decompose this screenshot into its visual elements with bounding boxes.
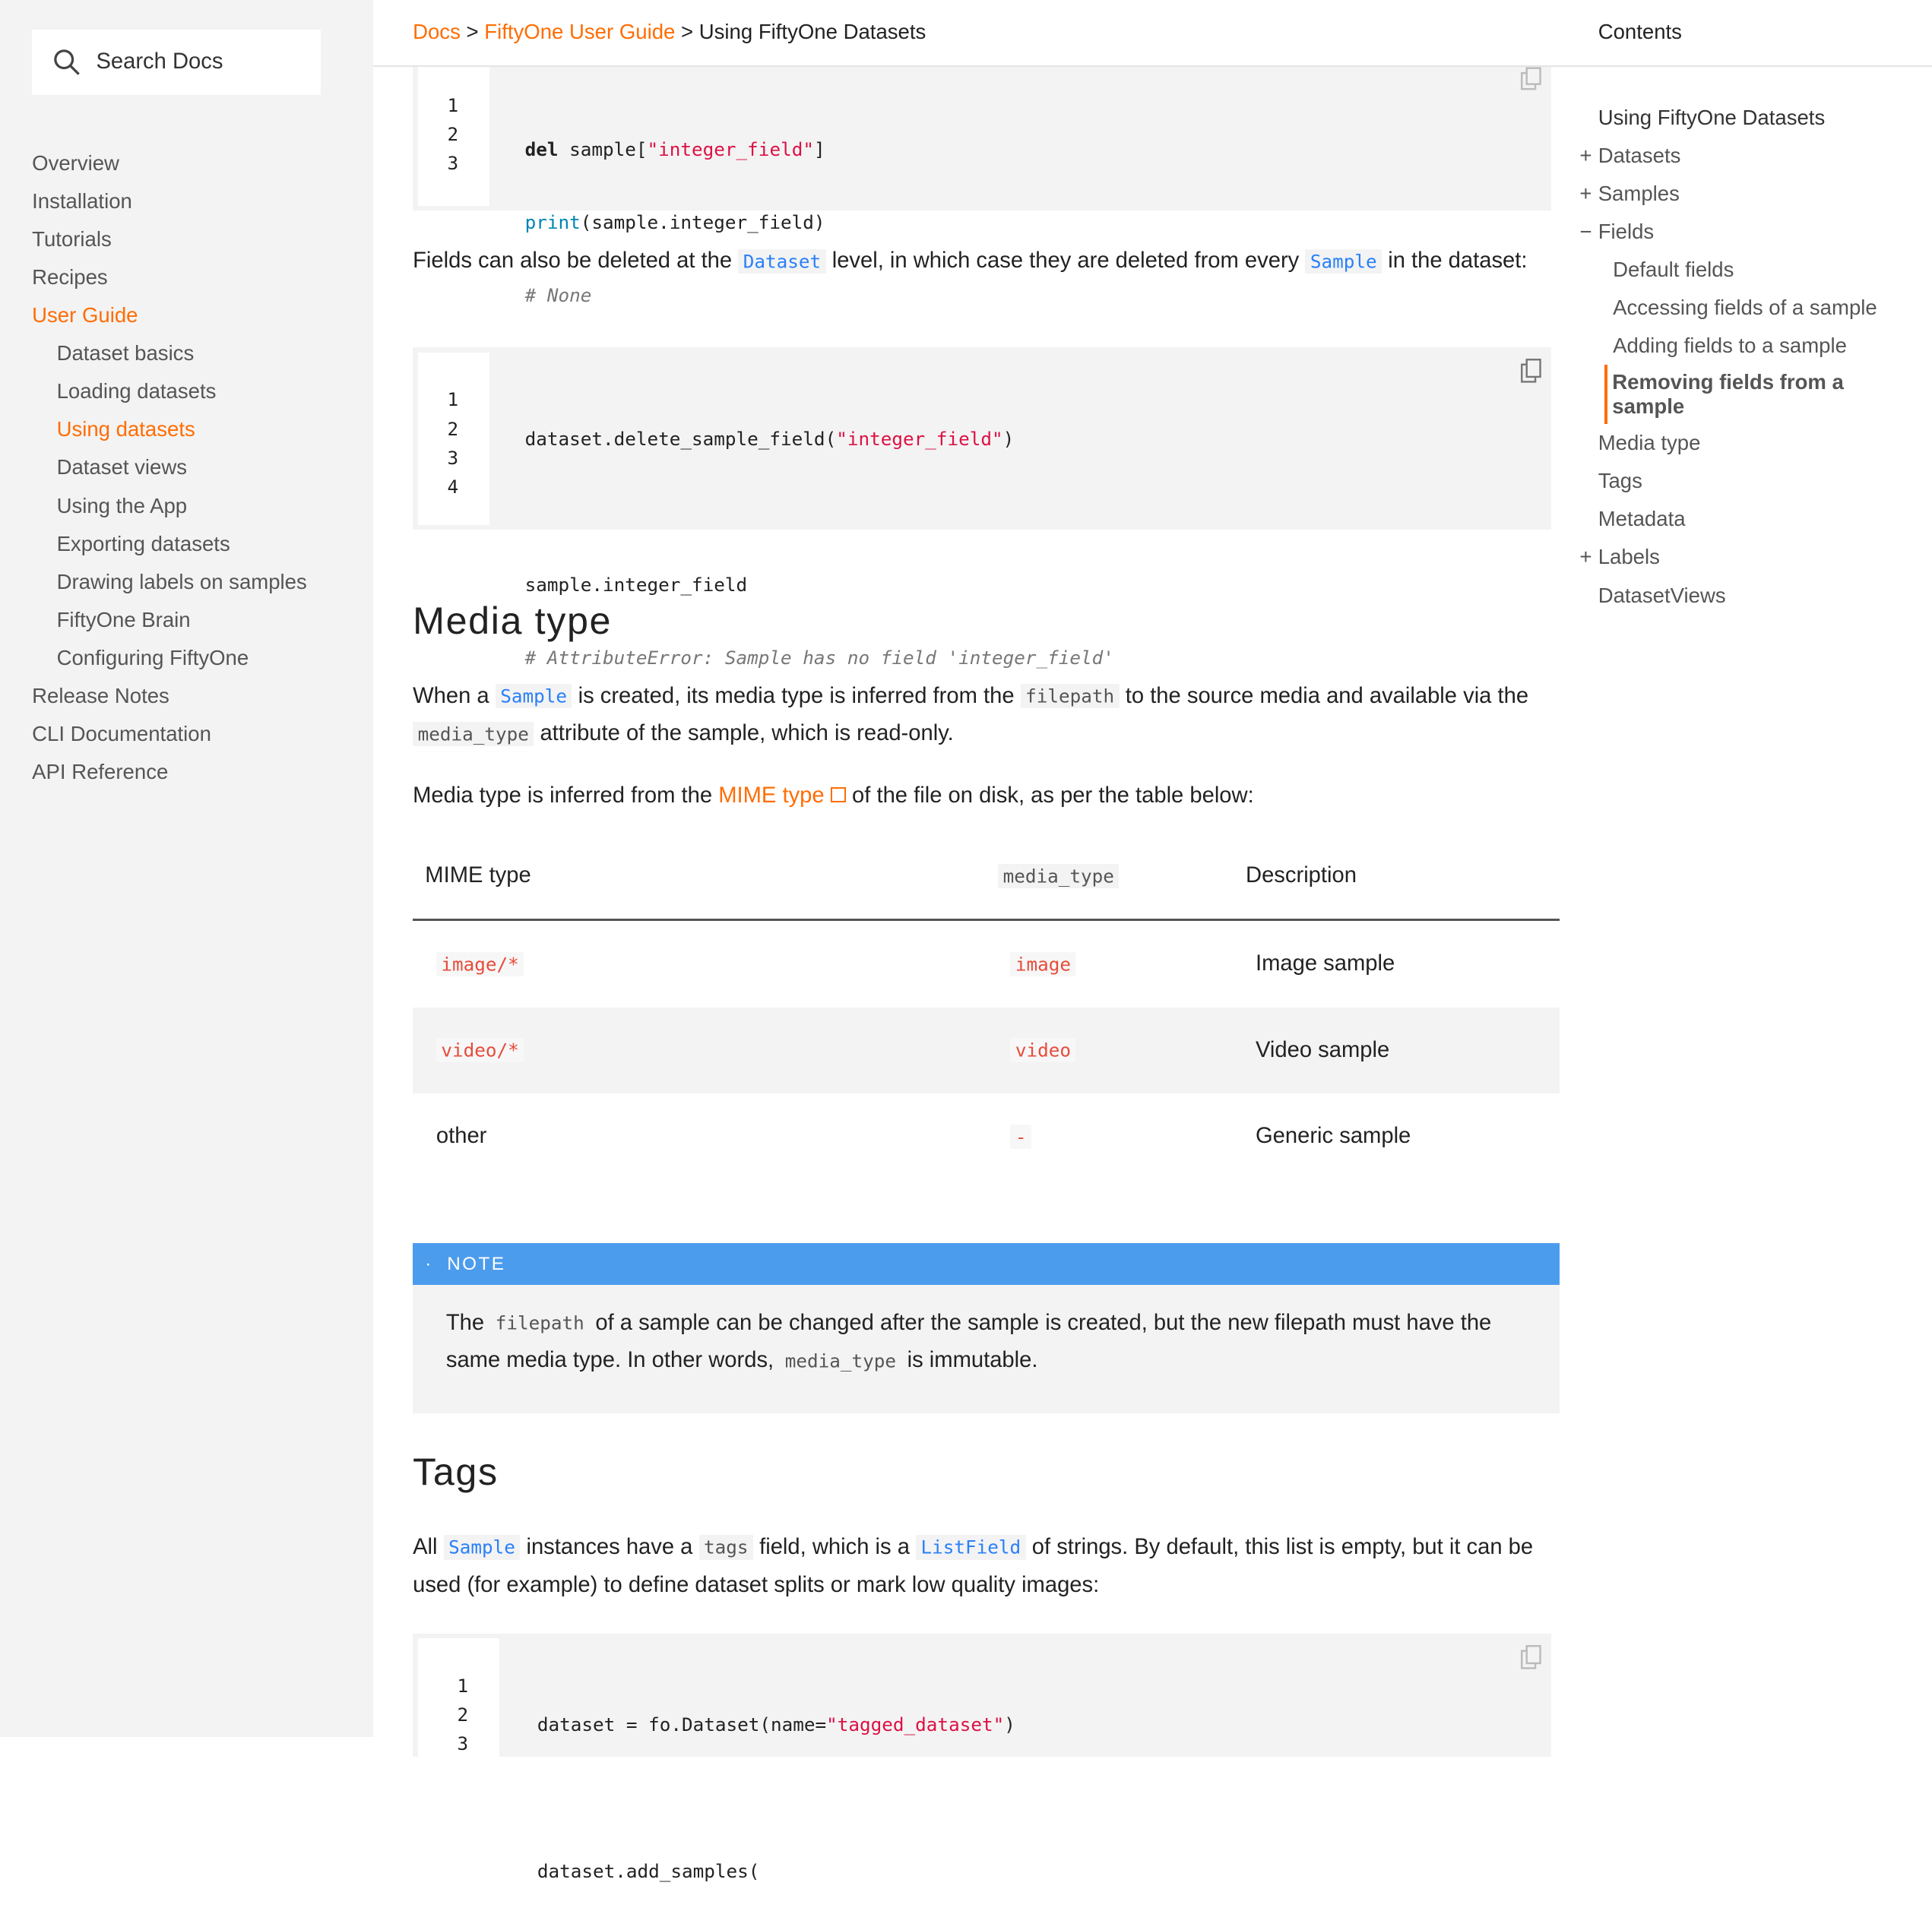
- cell: Generic sample: [1255, 1124, 1411, 1149]
- toc-item[interactable]: Media type: [1598, 431, 1701, 455]
- line-number: 1: [447, 388, 459, 411]
- line-number: 4: [447, 475, 459, 498]
- paragraph: Media type is inferred from the MIME type of the file on disk, as per the table below:: [413, 783, 1254, 808]
- nav-installation[interactable]: Installation: [32, 188, 132, 213]
- code-line: sample.integer_field: [524, 574, 748, 596]
- paragraph: Fields can also be deleted at the Dataset level, in which case they are deleted from every Sample in the dataset:: [413, 248, 1528, 274]
- nav-dataset-basics[interactable]: Dataset basics: [56, 341, 195, 365]
- code-lines: dataset.delete_sample_field("integer_field") sample.integer_field # AttributeError: Sample has no field 'integer_field': [525, 381, 1114, 717]
- header-cell: MIME type: [425, 863, 531, 888]
- note-admonition: [413, 1243, 1560, 1413]
- search-icon: [52, 47, 81, 77]
- header-cell: media_type: [998, 864, 1119, 888]
- header-cell: Description: [1246, 863, 1357, 888]
- media-type-table: [413, 837, 1560, 1179]
- mime-type-link[interactable]: MIME type: [718, 783, 825, 808]
- nav-dataset-views[interactable]: Dataset views: [56, 455, 188, 479]
- line-number: 2: [447, 123, 459, 146]
- code-line: dataset.add_samples(: [537, 1859, 760, 1882]
- expand-icon[interactable]: +: [1579, 181, 1592, 205]
- breadcrumb-user-guide[interactable]: FiftyOne User Guide: [484, 19, 676, 43]
- copy-icon[interactable]: [1519, 1644, 1544, 1671]
- cell: image/*: [436, 952, 524, 976]
- nav-overview[interactable]: Overview: [32, 150, 119, 175]
- cell: video/*: [436, 1038, 524, 1062]
- line-number: 1: [447, 93, 459, 116]
- toc-item[interactable]: DatasetViews: [1598, 583, 1726, 607]
- code-comment: # None: [524, 284, 592, 307]
- code-token: print: [524, 211, 581, 234]
- sample-link[interactable]: Sample: [496, 684, 572, 708]
- table-header: [413, 837, 1560, 921]
- line-numbers: [418, 67, 489, 206]
- toc-item[interactable]: + Labels: [1598, 538, 1906, 576]
- sidebar: [0, 0, 373, 1737]
- note-title: · NOTE: [413, 1243, 1560, 1285]
- sample-link[interactable]: Sample: [1305, 249, 1382, 274]
- nav-api-reference[interactable]: API Reference: [32, 760, 169, 784]
- nav-exporting-datasets[interactable]: Exporting datasets: [56, 531, 230, 555]
- nav-drawing-labels[interactable]: Drawing labels on samples: [56, 569, 307, 593]
- breadcrumb: [413, 20, 926, 44]
- code-token: ]: [813, 138, 825, 160]
- collapse-icon[interactable]: −: [1579, 219, 1592, 243]
- note-text: The filepath of a sample can be changed after the sample is created, but the new filepath must have the same media type. In other words, media_type is immutable.: [445, 1310, 1492, 1373]
- dataset-link[interactable]: Dataset: [738, 249, 825, 274]
- line-number: 3: [447, 152, 459, 175]
- code-token: "integer_field": [647, 138, 814, 160]
- nav-recipes[interactable]: Recipes: [32, 264, 108, 289]
- breadcrumb-sep: >: [681, 19, 694, 43]
- cell: other: [435, 1124, 487, 1149]
- cell: Video sample: [1255, 1037, 1390, 1062]
- heading-tags: Tags: [413, 1451, 499, 1494]
- heading-media-type: Media type: [413, 599, 613, 642]
- cell: video: [1010, 1038, 1075, 1062]
- paragraph: All Sample instances have a tags field, which is a ListField of strings. By default, this list is empty, but it can be used (for example) to define dataset splits or mark low quality images:: [413, 1534, 1534, 1597]
- nav-using-datasets[interactable]: Using datasets: [56, 417, 195, 441]
- nav-using-app[interactable]: Using the App: [56, 493, 188, 517]
- toc-item[interactable]: − Fields: [1598, 213, 1906, 251]
- toc-item[interactable]: Using FiftyOne Datasets: [1598, 105, 1826, 129]
- line-number: 2: [457, 1704, 469, 1726]
- breadcrumb-current: Using FiftyOne Datasets: [698, 19, 926, 43]
- sample-link[interactable]: Sample: [444, 1535, 521, 1559]
- nav-loading-datasets[interactable]: Loading datasets: [56, 379, 217, 403]
- line-numbers: [418, 1638, 499, 1781]
- nav-release-notes[interactable]: Release Notes: [32, 683, 169, 707]
- nav-configuring[interactable]: Configuring FiftyOne: [56, 645, 249, 669]
- toc-item[interactable]: Tags: [1598, 469, 1642, 493]
- cell: Image sample: [1255, 951, 1395, 976]
- nav-user-guide[interactable]: User Guide: [32, 303, 138, 327]
- code-token: sample[: [558, 138, 648, 160]
- toc-title: Contents: [1598, 19, 1682, 43]
- nav-tutorials[interactable]: Tutorials: [32, 226, 112, 251]
- line-number: 1: [457, 1674, 469, 1697]
- table-row: [413, 1008, 1560, 1093]
- code-token: del: [524, 138, 559, 160]
- toc-item[interactable]: Metadata: [1598, 507, 1686, 531]
- toc-item-active[interactable]: Removing fields from a sample: [1604, 365, 1906, 424]
- toc-item[interactable]: Adding fields to a sample: [1613, 334, 1847, 358]
- external-link-icon: [831, 787, 846, 802]
- code-comment: # AttributeError: Sample has no field 'integer_field': [524, 647, 1114, 669]
- breadcrumb-docs[interactable]: Docs: [413, 19, 461, 43]
- code-lines: [525, 91, 825, 354]
- copy-icon[interactable]: [1519, 67, 1544, 91]
- code-token: (sample.integer_field): [580, 211, 825, 234]
- cell: -: [1010, 1125, 1031, 1149]
- expand-icon[interactable]: +: [1579, 545, 1592, 569]
- line-number: 3: [447, 446, 459, 469]
- toc-item[interactable]: + Samples: [1598, 175, 1906, 213]
- toc-item[interactable]: + Datasets: [1598, 137, 1906, 175]
- paragraph: When a Sample is created, its media type is inferred from the filepath to the source media and available via the media_type attribute of the sample, which is read-only.: [413, 683, 1529, 746]
- expand-icon[interactable]: +: [1579, 143, 1592, 167]
- line-number: 3: [457, 1732, 469, 1755]
- search-placeholder: Search Docs: [96, 49, 223, 74]
- search-input[interactable]: [32, 30, 320, 95]
- nav-cli-docs[interactable]: CLI Documentation: [32, 722, 211, 746]
- copy-icon[interactable]: [1519, 357, 1544, 384]
- table-of-contents: [1579, 99, 1906, 615]
- nav-fiftyone-brain[interactable]: FiftyOne Brain: [56, 607, 191, 631]
- table-row: [413, 921, 1560, 1007]
- breadcrumb-sep: >: [466, 19, 479, 43]
- table-row: [413, 1093, 1560, 1179]
- toc-item[interactable]: Default fields: [1613, 258, 1734, 282]
- line-numbers: [418, 353, 489, 525]
- line-number: 2: [447, 417, 459, 440]
- cell: image: [1010, 952, 1075, 976]
- code-block: [413, 1634, 1551, 1882]
- toc-item[interactable]: Accessing fields of a sample: [1613, 296, 1877, 320]
- code-lines: dataset = fo.Dataset(name="tagged_dataset") dataset.add_samples(: [537, 1666, 1015, 1929]
- listfield-link[interactable]: ListField: [916, 1535, 1026, 1559]
- sidebar-nav: [32, 144, 307, 792]
